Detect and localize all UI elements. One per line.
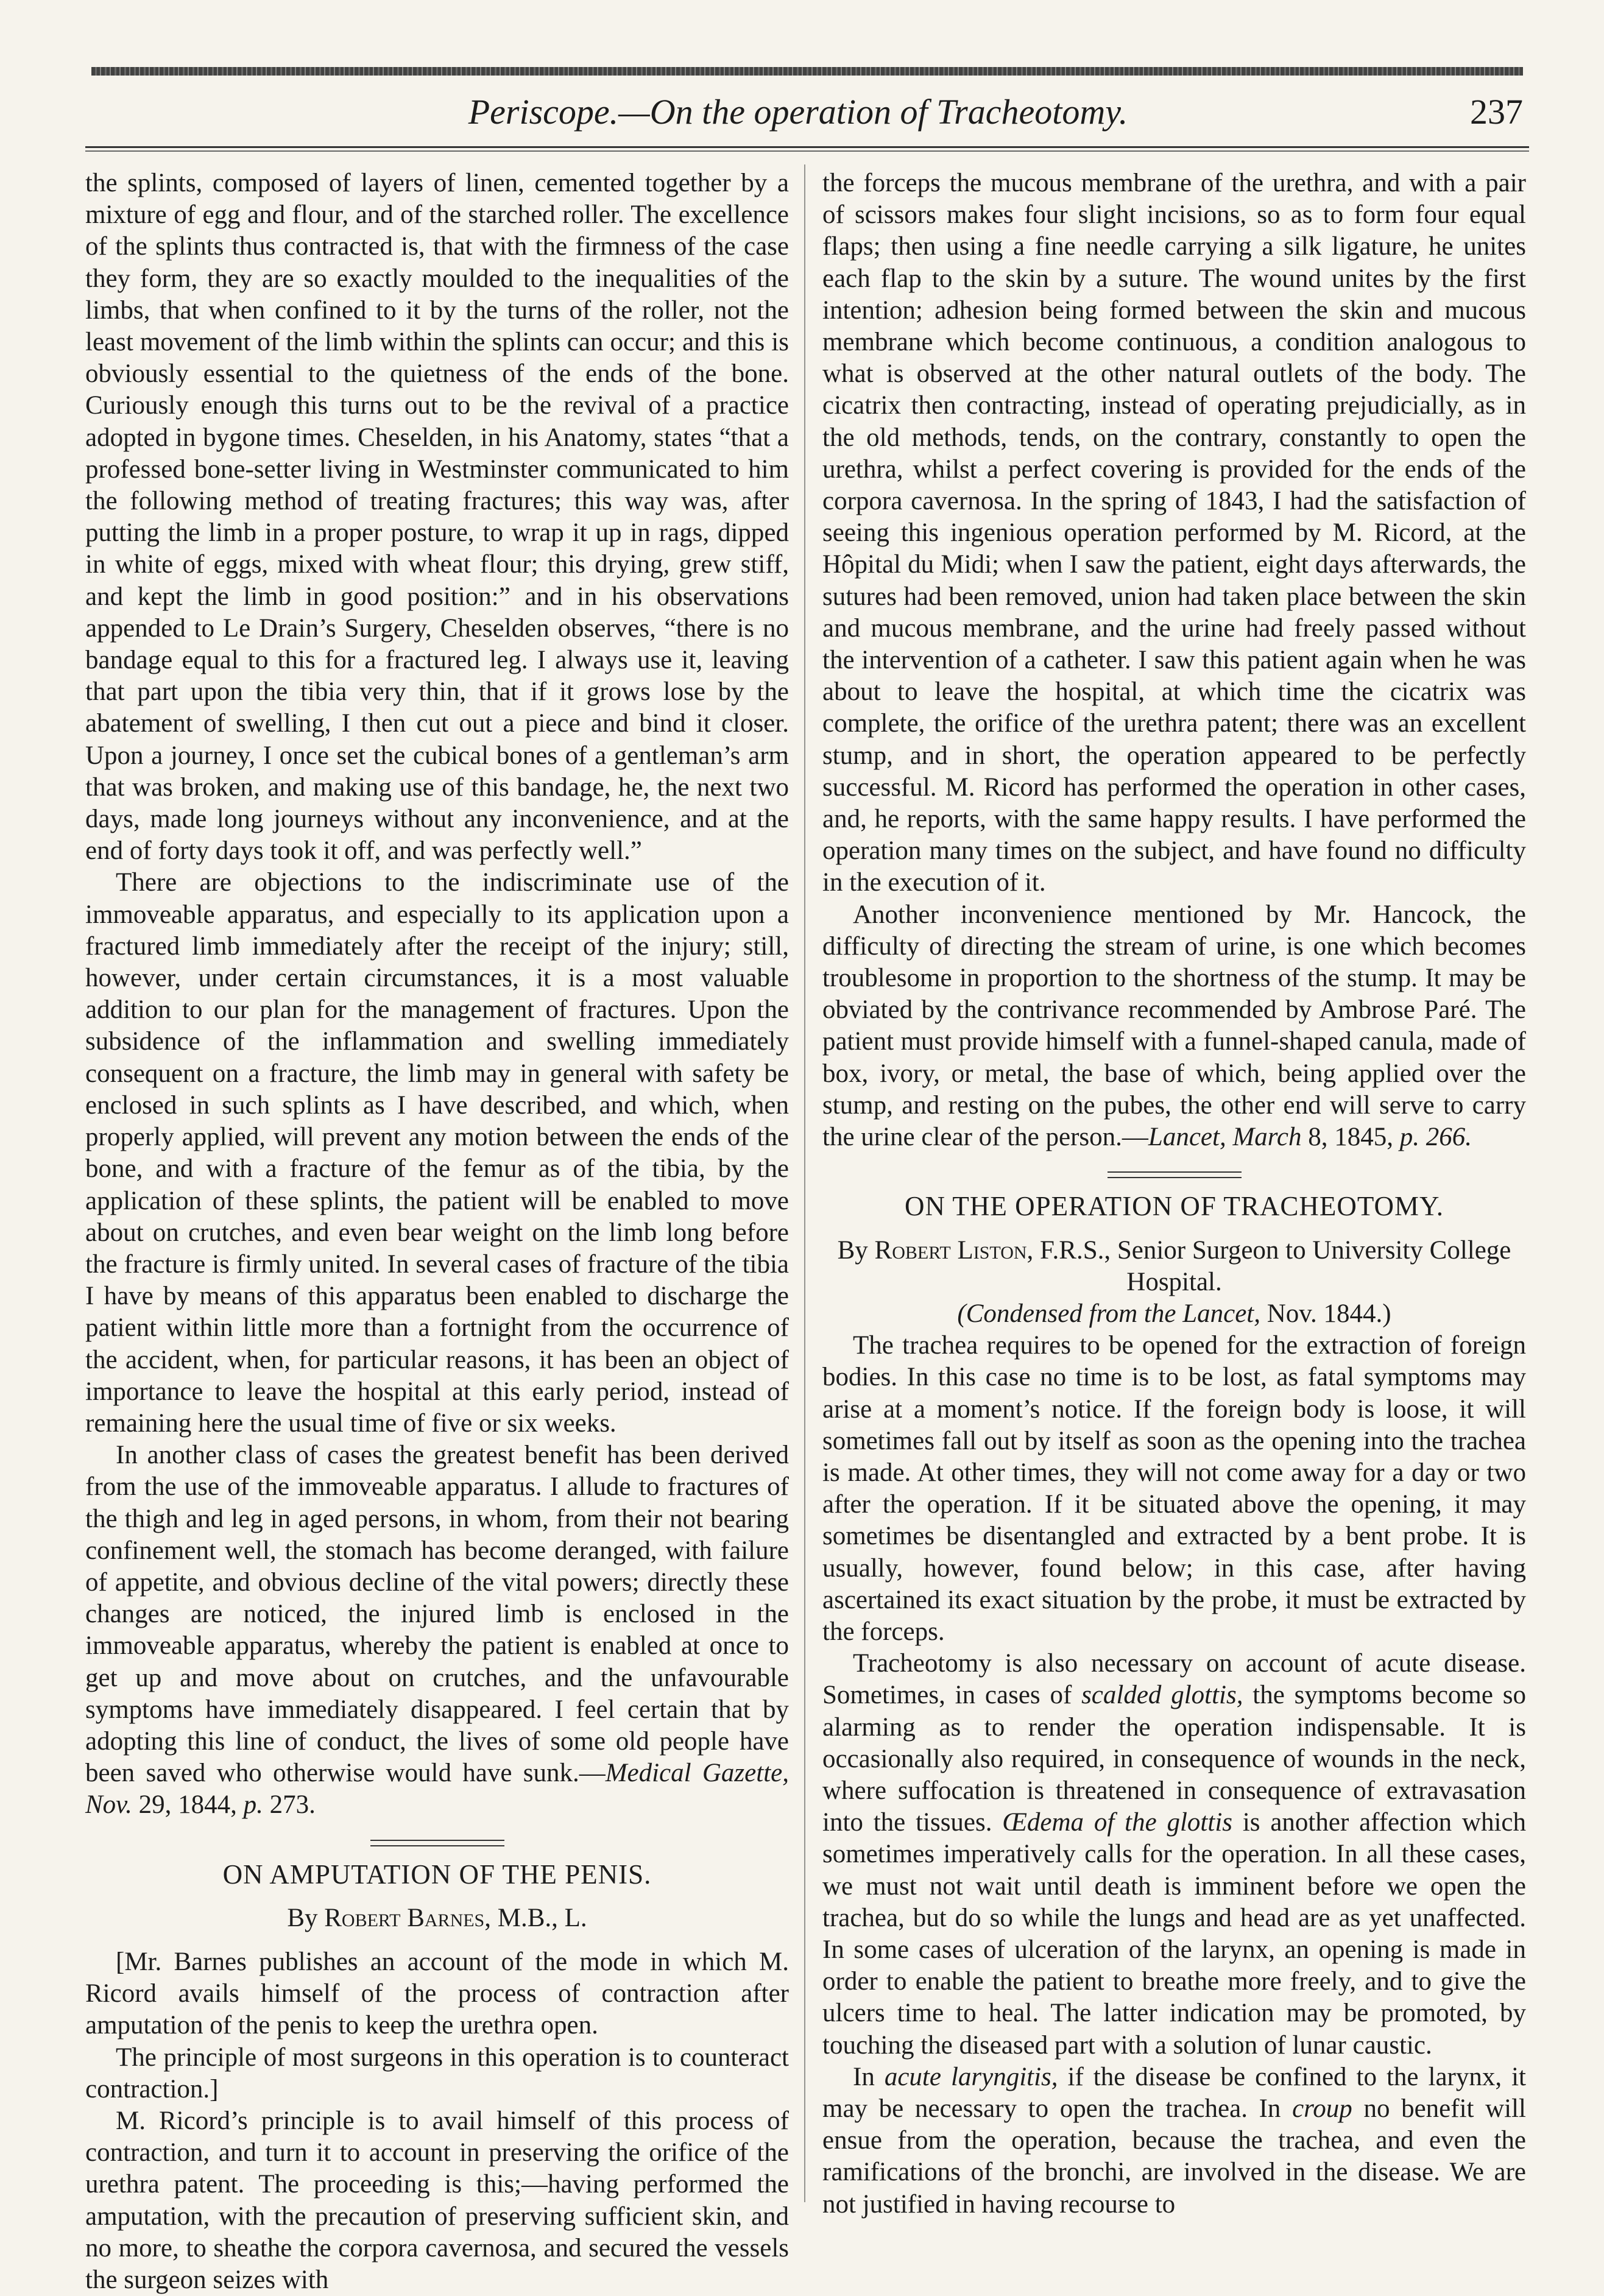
byline bbox=[85, 1902, 789, 1934]
citation-date: 8, 1845, bbox=[1301, 1123, 1400, 1152]
section-title-amputation: ON AMPUTATION OF THE PENIS. bbox=[222, 1859, 652, 1890]
citation-source: Lancet, March bbox=[1148, 1123, 1302, 1152]
paragraph bbox=[822, 1648, 1526, 2061]
running-header bbox=[73, 91, 1523, 140]
paragraph-text: if the disease be confined to the larynx, it may be necessary to open the trachea. In bbox=[822, 2062, 1526, 2123]
paragraph: The trachea requires to be opened for the extraction of foreign bodies. In this case no time is to be lost, as fatal symptoms may arise at a moment’s notice. If the foreign body is loose, it will sometimes fall out by itself as soon as the opening into the trachea is made. At other times, they will not come away for a day or two after the operation. If it be situated above the opening, it may sometimes be disentangled and extracted by a bent probe. It is usually, however, found below; in this case, after having ascertained its exact situation by the probe, it must be extracted by the forceps. bbox=[822, 1331, 1526, 1646]
left-column bbox=[85, 168, 789, 2296]
paragraph-text: is another affection which sometimes imperatively calls for the operation. In all these cases, we must not wait until death is imminent before we open the trachea, but do so while the lungs and head are as yet unaffected. In some cases of ulceration of the larynx, an opening is made in order to enable the patient to breathe more freely, and to give the ulcers time to heal. The latter indication may be promoted, by touching the diseased part with a solution of lunar caustic. bbox=[822, 1808, 1527, 2060]
byline bbox=[822, 1235, 1526, 1298]
paragraph: The principle of most surgeons in this operation is to counteract contraction.] bbox=[85, 2043, 789, 2103]
paragraph-text: no benefit will ensue from the operation, because the trachea, and even the ramifications of the bronchi, are involved in the disease. We are not justified in having recourse to bbox=[822, 2094, 1526, 2219]
paragraph-text: In another class of cases the greatest benefit has been derived from the use of the immoveable apparatus. I allude to fractures of the thigh and leg in aged persons, in whom, from their not bearing confinement well, the stomach has become deranged, with failure of appetite, and obvious decline of the vital powers; directly these changes are noticed, the injured limb is enclosed in the immoveable apparatus, whereby the patient is enabled at once to get up and move about on crutches, and the unfavourable symptoms have immediately disappeared. I feel certain that by adopting this line of conduct, the lives of some old people have been saved who otherwise would have sunk.— bbox=[85, 1441, 789, 1788]
paragraph bbox=[822, 2061, 1526, 2220]
paragraph-text: In bbox=[853, 2062, 885, 2091]
citation-page: p. 266. bbox=[1399, 1123, 1472, 1152]
byline-rest: , F.R.S., Senior Surgeon to University College Hospital. bbox=[1026, 1235, 1511, 1296]
section-divider-rule bbox=[370, 1840, 504, 1846]
paragraph: There are objections to the indiscriminate use of the immoveable apparatus, and especially to its application upon a fractured limb immediately after the receipt of the injury; still, however, under certain circumstances, it is a most valuable addition to our plan for the management of fractures. Upon the subsidence of the inflammation and swelling immediately consequent on a fracture, the limb may in general with safety be enclosed in such splints as I have described, and which, when properly applied, will prevent any motion between the ends of the bone, and with a fracture of the femur as of the tibia, by the application of these splints, the patient will be enabled to move about on crutches, and even bear weight on the limb long before the fracture is firmly united. In several cases of fracture of the tibia I have by means of this apparatus been enabled to discharge the patient within little more than a fortnight from the occurrence of the accident, when, for particular reasons, it has been an object of importance to leave the hospital at this early period, instead of remaining here the usual time of five or six weeks. bbox=[85, 868, 789, 1438]
header-rule bbox=[85, 146, 1529, 152]
right-column bbox=[822, 168, 1526, 2220]
citation-page-label: p. bbox=[243, 1790, 263, 1820]
citation-source: Medical Gazette, Nov. bbox=[85, 1759, 789, 1820]
section-title-tracheotomy: ON THE OPERATION OF TRACHEOTOMY. bbox=[904, 1191, 1444, 1222]
paragraph bbox=[85, 1439, 789, 1821]
condensed-source: (Condensed from the Lancet, bbox=[957, 1299, 1260, 1328]
paragraph-text: Another inconvenience mentioned by Mr. Hancock, the difficulty of directing the stream of urine, is one which becomes troublesome in proportion to the shortness of the stump. It may be obviated by the contrivance recommended by Ambrose Paré. The patient must provide himself with a funnel-shaped canula, made of box, ivory, or metal, the base of which, being applied over the stump, and resting on the pubes, the other end will serve to carry the urine clear of the person.— bbox=[822, 900, 1526, 1152]
emphasis: croup bbox=[1292, 2094, 1352, 2123]
paragraph: [Mr. Barnes publishes an account of the mode in which M. Ricord avails himself of the process of contraction after amputation of the penis to keep the urethra open. bbox=[85, 1947, 789, 2040]
paragraph: the forceps the mucous membrane of the urethra, and with a pair of scissors makes four slight incisions, so as to form four equal flaps; then using a fine needle carrying a silk ligature, he unites each flap to the skin by a suture. The wound unites by the first intention; adhesion being formed between the skin and mucous membrane which become continuous, a condition analogous to what is observed at the other natural outlets of the body. The cicatrix then contracting, instead of operating prejudicially, as in the old methods, tends, on the contrary, constantly to open the urethra, whilst a perfect covering is provided for the ends of the corpora cavernosa. In the spring of 1843, I had the satisfaction of seeing this ingenious operation performed by M. Ricord, at the Hôpital du Midi; when I saw the patient, eight days afterwards, the sutures had been removed, union had taken place between the skin and mucous membrane, and the urine had freely passed without the intervention of a catheter. I saw this patient again when he was about to leave the hospital, at which time the cicatrix was complete, the orifice of the urethra patent; there was an excellent stump, and in short, the operation appeared to be perfectly successful. M. Ricord has performed the operation in other cases, and, he reports, with the same happy results. I have performed the operation many times on the subject, and have found no difficulty in the execution of it. bbox=[822, 169, 1526, 897]
condensed-date: Nov. 1844.) bbox=[1260, 1299, 1391, 1328]
top-ornamental-rule bbox=[91, 67, 1523, 76]
byline-by: By bbox=[287, 1903, 325, 1932]
byline-degree: , M.B., L. bbox=[484, 1903, 587, 1932]
page-number: 237 bbox=[1470, 92, 1523, 132]
running-header-title: Periscope.—On the operation of Tracheotomy. bbox=[468, 92, 1128, 132]
citation-date: 29, 1844, bbox=[132, 1790, 244, 1820]
byline-author: Robert Liston bbox=[874, 1235, 1027, 1265]
paragraph-text: Tracheotomy is also necessary on account of acute disease. Sometimes, in cases of bbox=[822, 1649, 1526, 1710]
condensed-note bbox=[822, 1298, 1526, 1330]
paragraph: M. Ricord’s principle is to avail himself of this process of contraction, and turn it to account in preserving the orifice of the urethra patent. The proceeding is this;—having performed the amputation, with the precaution of preserving sufficient skin, and no more, to sheathe the corpora cavernosa, and secured the vessels the surgeon seizes with bbox=[85, 2106, 789, 2294]
column-divider bbox=[804, 164, 805, 2202]
paragraph: the splints, composed of layers of linen, cemented together by a mixture of egg and flour, and of the starched roller. The excellence of the splints thus contracted is, that with the firmness of the case they form, they are so exactly moulded to the inequalities of the limbs, that when confined to it by the turns of the roller, not the least movement of the limb within the splints can occur; and this is obviously essential to the quietness of the ends of the bone. Curiously enough this turns out to be the revival of a practice adopted in bygone times. Cheselden, in his Anatomy, states “that a professed bone-setter living in Westminster communicated to him the following method of treating fractures; this way was, after putting the limb in a proper posture, to wrap it up in rags, dipped in white of eggs, mixed with wheat flour; this drying, grew stiff, and kept the limb in good position:” and in his observations appended to Le Drain’s Surgery, Cheselden observes, “there is no bandage equal to this for a fractured leg. I always use it, leaving that part upon the tibia very thin, that if it grows lose by the abatement of swelling, I then cut out a piece and bind it closer. Upon a journey, I once set the cubical bones of a gentleman’s arm that was broken, and making use of this bandage, he, the next two days, made long journeys without any inconvenience, and at the end of forty days took it off, and was perfectly well.” bbox=[85, 169, 789, 866]
section-divider-rule bbox=[1108, 1171, 1242, 1178]
paragraph bbox=[822, 899, 1526, 1154]
emphasis: acute laryngitis, bbox=[884, 2062, 1058, 2091]
emphasis: scalded glottis, bbox=[1081, 1681, 1243, 1710]
byline-author: Robert Barnes bbox=[324, 1903, 485, 1932]
byline-by: By bbox=[837, 1235, 875, 1265]
citation-page: 273. bbox=[263, 1790, 316, 1820]
paragraph-text: the symptoms become so alarming as to render the operation indispensable. It is occasionally also required, in consequence of wounds in the neck, where suffocation is threatened in consequence of extravasation into the tissues. bbox=[822, 1681, 1526, 1837]
emphasis: Œdema of the glottis bbox=[1002, 1808, 1233, 1837]
